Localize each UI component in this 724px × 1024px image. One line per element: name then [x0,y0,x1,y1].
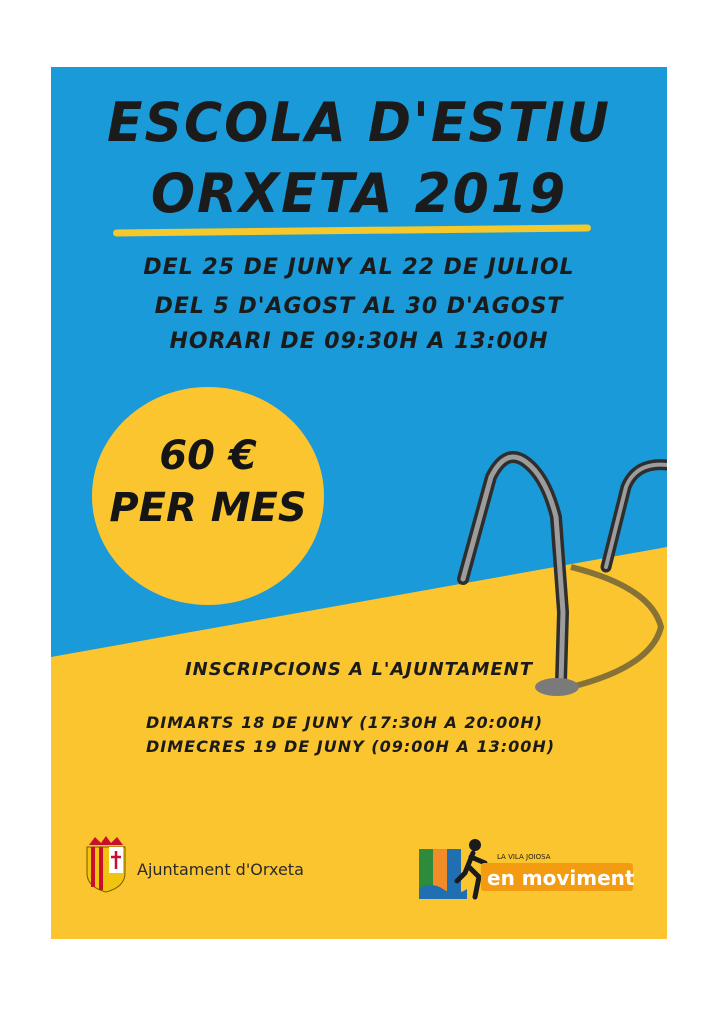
date-range-1: DEL 25 DE JUNY AL 22 DE JULIOL [143,255,575,280]
logo-small-text: LA VILA JOIOSA [497,853,551,861]
price-amount: 60 € [159,433,257,479]
price-circle [92,387,324,605]
title-line-1: ESCOLA D'ESTIU [107,91,611,155]
inscription-day-1: DIMARTS 18 DE JUNY (17:30H A 20:00H) [146,713,544,732]
price-period: PER MES [109,485,307,531]
runner-logo-icon [419,829,639,909]
date-range-2: DEL 5 D'AGOST AL 30 D'AGOST [154,294,564,319]
inscription-day-2: DIMECRES 19 DE JUNY (09:00H A 13:00H) [146,737,556,756]
inscriptions-heading: INSCRIPCIONS A L'AJUNTAMENT [184,659,534,680]
schedule-hours: HORARI DE 09:30H A 13:00H [169,329,549,354]
title-line-2: ORXETA 2019 [150,162,568,226]
ajuntament-label: Ajuntament d'Orxeta [137,860,304,879]
coat-of-arms-icon [81,835,131,893]
poster [51,67,667,939]
logo-main-text: en moviment [487,866,635,890]
